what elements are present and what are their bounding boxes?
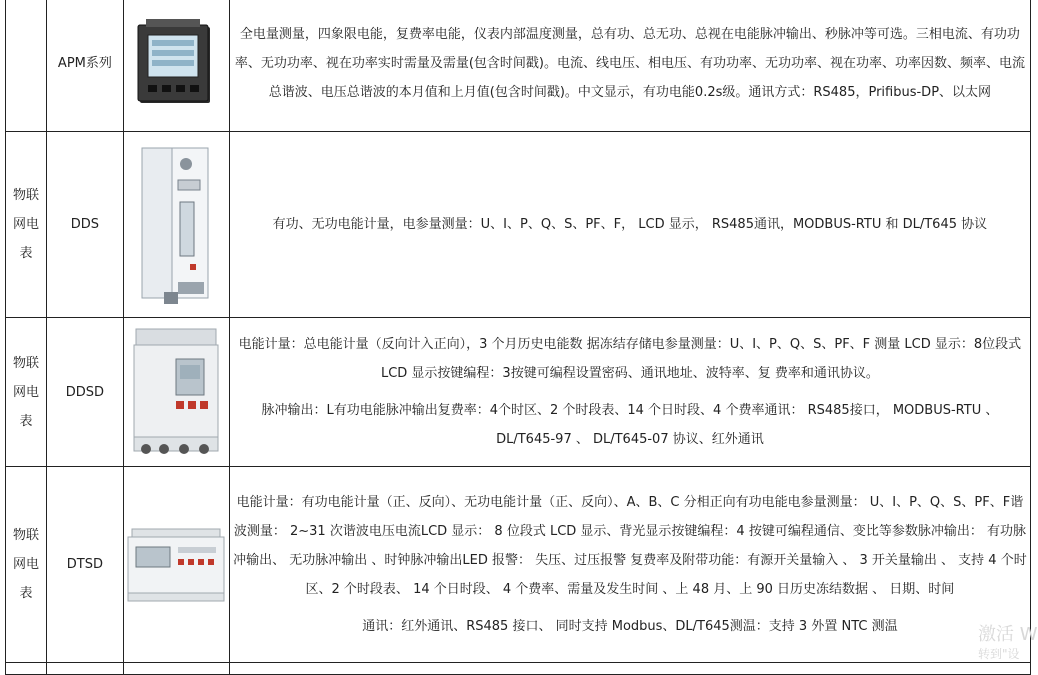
description-text: 电能计量：总电能计量（反向计入正向），3 个月历史电能数 据冻结存储电参量测量：U、I、P、Q、S、PF、F 测量 LCD 显示：8位段式 LCD 显示按键编程：3按键可编程设置密码、通讯地址、波特率、复 费率和通讯协议。 — [238, 337, 1022, 381]
table-row — [6, 318, 1031, 467]
model-cell — [46, 0, 123, 132]
table-row — [6, 132, 1031, 318]
model-label: APM系列 — [57, 55, 112, 71]
model-label: DDSD — [65, 384, 105, 400]
category-cell — [6, 467, 47, 663]
description-text: 电能计量：有功电能计量（正、反向）、无功电能计量（正、反向）、A、B、C 分相正向有功电能电参量测量： U、I、P、Q、S、PF、F谐波测量： 2~31 次谐波电压电流LCD 显示： 8 位段式 LCD 显示、背光显示按键编程：4 按键可编程通信、变比等参数脉冲输出： 有功脉冲输出、 无功脉冲输出 、时钟脉冲输出LED 报警： 失压、过压报警 复费率及附带功能：有源开关量输入 、 3 开关量输出 、 支持 4 个时区、2 个时段表、 14 个日时段、 4 个费率、需量及发生时间 、上 48 月、上 90 日历史冻结数据 、 日期、时间 — [233, 495, 1027, 597]
description-cell — [229, 663, 1030, 675]
description-text: 全电量测量，四象限电能，复费率电能，仪表内部温度测量，总有功、总无功、总视在电能脉冲输出、秒脉冲等可选。三相电流、有功功率、无功功率、视在功率实时需量及需量(包含时间戳)。电流、线电压、相电压、有功功率、无功功率、视在功率、功率因数、频率、电流总谐波、电压总谐波的本月值和上月值(包含时间戳)。中文显示，有功电能0.2s级。通讯方式：RS485，Prifibus-DP、以太网 — [234, 26, 1025, 100]
category-label: 物联网电表 — [12, 355, 39, 429]
product-spec-table — [5, 0, 1031, 675]
din-rail-prepaid-meter-icon — [132, 325, 220, 459]
description-cell — [229, 0, 1030, 132]
product-image-cell — [123, 0, 229, 132]
description-cell — [229, 132, 1030, 318]
product-image-cell — [123, 663, 229, 675]
din-rail-single-phase-meter-icon — [134, 142, 218, 308]
model-cell — [46, 132, 123, 318]
din-rail-three-phase-meter-icon — [126, 525, 226, 605]
model-label: DTSD — [66, 557, 103, 572]
category-cell — [6, 132, 47, 318]
category-cell — [6, 663, 47, 675]
product-image-cell — [123, 318, 229, 467]
watermark-line1: 激活 W — [978, 624, 1038, 645]
category-label: 物联网电表 — [12, 528, 39, 601]
model-label: DDS — [70, 217, 100, 232]
description-cell — [229, 467, 1030, 663]
description-text: 通讯：红外通讯、RS485 接口、 同时支持 Modbus、DL/T645测温：支持 3 外置 NTC 测温 — [362, 619, 898, 634]
category-cell — [6, 0, 47, 132]
table-row — [6, 467, 1031, 663]
description-text: 脉冲输出：L有功电能脉冲输出复费率：4个时区、2 个时段表、14 个日时段、4 个费率通讯： RS485接口， MODBUS-RTU 、 DL/T645-97 、 DL/T645-07 协议、红外通讯 — [261, 403, 999, 447]
product-image-cell — [123, 132, 229, 318]
watermark-line2: 转到"设 — [978, 647, 1020, 661]
activation-watermark — [978, 624, 1038, 662]
model-cell — [46, 663, 123, 675]
description-text: 有功、无功电能计量，电参量测量：U、I、P、Q、S、PF、F， LCD 显示， RS485通讯，MODBUS-RTU 和 DL/T645 协议 — [272, 217, 988, 232]
table-row — [6, 663, 1031, 675]
product-image-cell — [123, 467, 229, 663]
category-label: 物联网电表 — [12, 188, 39, 261]
model-cell — [46, 318, 123, 467]
model-cell — [46, 467, 123, 663]
description-cell — [229, 318, 1030, 467]
category-cell — [6, 318, 47, 467]
panel-power-meter-icon — [136, 19, 216, 107]
table-row — [6, 0, 1031, 132]
